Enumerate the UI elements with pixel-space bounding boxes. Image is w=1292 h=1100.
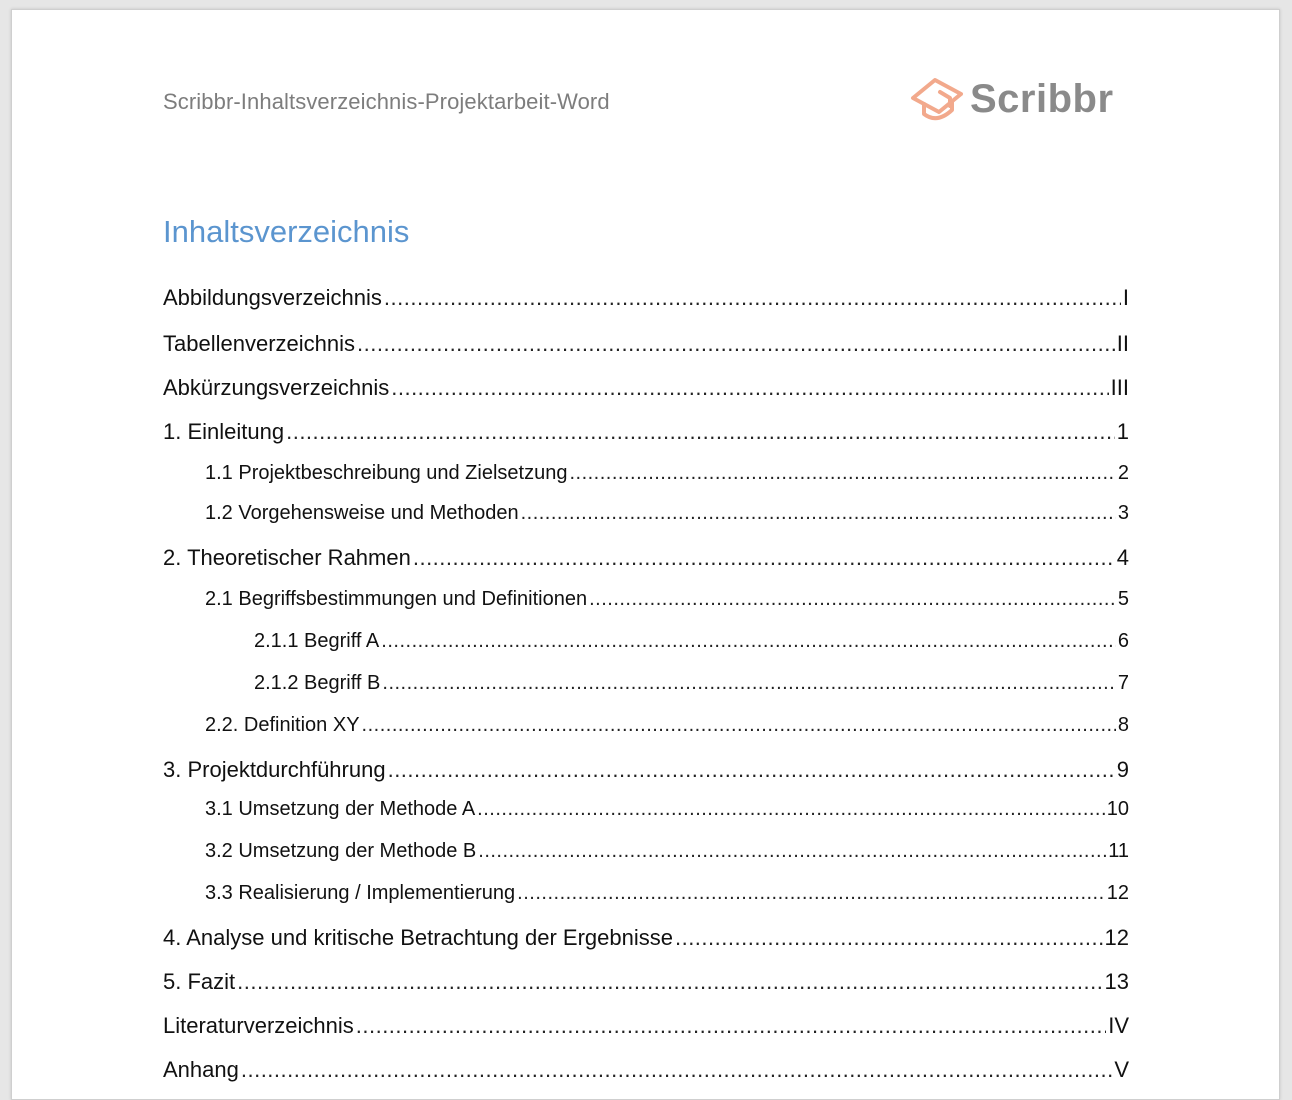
toc-entry-text: Anhang (163, 1057, 239, 1082)
toc-entry-text: Tabellenverzeichnis (163, 331, 355, 356)
toc-entry[interactable] (205, 588, 1129, 611)
toc-entry[interactable] (163, 375, 1129, 401)
toc-entry[interactable] (205, 714, 1129, 737)
toc-entry-page-number: IV (1108, 1013, 1129, 1038)
dot-leader (391, 375, 1108, 401)
toc-entry-page-number: 9 (1116, 757, 1129, 782)
dot-leader (357, 331, 1115, 357)
dot-leader (237, 969, 1102, 995)
dot-leader (478, 840, 1106, 863)
toc-entry-page-number: 12 (1106, 882, 1129, 904)
toc-entry-text: Abbildungsverzeichnis (163, 285, 382, 310)
dot-leader (477, 798, 1105, 821)
toc-entry[interactable] (163, 285, 1129, 311)
toc-entry-text: 2.1 Begriffsbestimmungen und Definitionen (205, 588, 588, 610)
dot-leader (384, 285, 1121, 311)
toc-entry-text: 1. Einleitung (163, 419, 285, 444)
toc-entry-text: 2. Theoretischer Rahmen (163, 545, 411, 570)
toc-entry-page-number: 5 (1117, 588, 1129, 610)
header-document-title: Scribbr-Inhaltsverzeichnis-Projektarbeit-Word (163, 89, 610, 114)
toc-entry-page-number: II (1116, 331, 1129, 356)
toc-entry[interactable] (205, 798, 1129, 821)
dot-leader (286, 419, 1115, 445)
toc-entry-page-number: 3 (1117, 502, 1129, 524)
toc-entry-text: 3.1 Umsetzung der Methode A (205, 798, 476, 820)
dot-leader (356, 1013, 1106, 1039)
logo-wordmark: Scribbr (970, 76, 1114, 121)
dot-leader (382, 672, 1115, 695)
toc-entry-text: 2.1.2 Begriff B (254, 672, 381, 694)
toc-entry[interactable] (205, 882, 1129, 905)
toc-entry-page-number: 7 (1117, 672, 1129, 694)
toc-entry-text: 5. Fazit (163, 969, 236, 994)
dot-leader (413, 545, 1115, 571)
toc-entry-page-number: V (1114, 1057, 1129, 1082)
dot-leader (362, 714, 1116, 737)
toc-entry[interactable] (205, 502, 1129, 525)
toc-entry-page-number: 10 (1106, 798, 1129, 820)
toc-entry-text: 2.2. Definition XY (205, 714, 360, 736)
toc-entry-text: 3. Projektdurchführung (163, 757, 386, 782)
dot-leader (517, 882, 1105, 905)
toc-entry[interactable] (163, 757, 1129, 783)
toc-entry-page-number: 8 (1117, 714, 1129, 736)
toc-entry-page-number: 11 (1108, 840, 1129, 862)
toc-entry-text: 1.2 Vorgehensweise und Methoden (205, 502, 519, 524)
dot-leader (521, 502, 1116, 525)
toc-entry-text: Abkürzungsverzeichnis (163, 375, 390, 400)
toc-entry-text: 3.2 Umsetzung der Methode B (205, 840, 477, 862)
dot-leader (388, 757, 1115, 783)
toc-entry[interactable] (205, 840, 1129, 863)
toc-entry[interactable] (163, 1013, 1129, 1039)
dot-leader (569, 462, 1115, 485)
toc-entry[interactable] (163, 1057, 1129, 1083)
toc-entry-text: 4. Analyse und kritische Betrachtung der Ergebnisse (163, 925, 673, 950)
toc-entry-page-number: 4 (1116, 545, 1129, 570)
toc-entry-text: 2.1.1 Begriff A (254, 630, 380, 652)
toc-list (12, 10, 1279, 1099)
toc-entry[interactable] (254, 672, 1129, 695)
document-page (11, 9, 1280, 1100)
toc-entry-page-number: 2 (1117, 462, 1129, 484)
toc-heading: Inhaltsverzeichnis (163, 214, 410, 249)
toc-entry-page-number: 13 (1104, 969, 1129, 994)
dot-leader (241, 1057, 1112, 1083)
toc-entry-page-number: I (1122, 285, 1129, 310)
toc-entry-text: 3.3 Realisierung / Implementierung (205, 882, 516, 904)
toc-entry[interactable] (163, 419, 1129, 445)
toc-entry-page-number: 12 (1104, 925, 1129, 950)
toc-entry-text: Literaturverzeichnis (163, 1013, 354, 1038)
dot-leader (675, 925, 1103, 951)
toc-entry[interactable] (163, 969, 1129, 995)
toc-entry[interactable] (254, 630, 1129, 653)
toc-entry[interactable] (163, 925, 1129, 951)
toc-entry[interactable] (163, 545, 1129, 571)
toc-entry[interactable] (205, 462, 1129, 485)
dot-leader (381, 630, 1116, 653)
toc-entry-page-number: 6 (1117, 630, 1129, 652)
toc-entry-text: 1.1 Projektbeschreibung und Zielsetzung (205, 462, 568, 484)
toc-entry-page-number: III (1110, 375, 1129, 400)
dot-leader (589, 588, 1116, 611)
toc-entry[interactable] (163, 331, 1129, 357)
toc-entry-page-number: 1 (1116, 419, 1129, 444)
